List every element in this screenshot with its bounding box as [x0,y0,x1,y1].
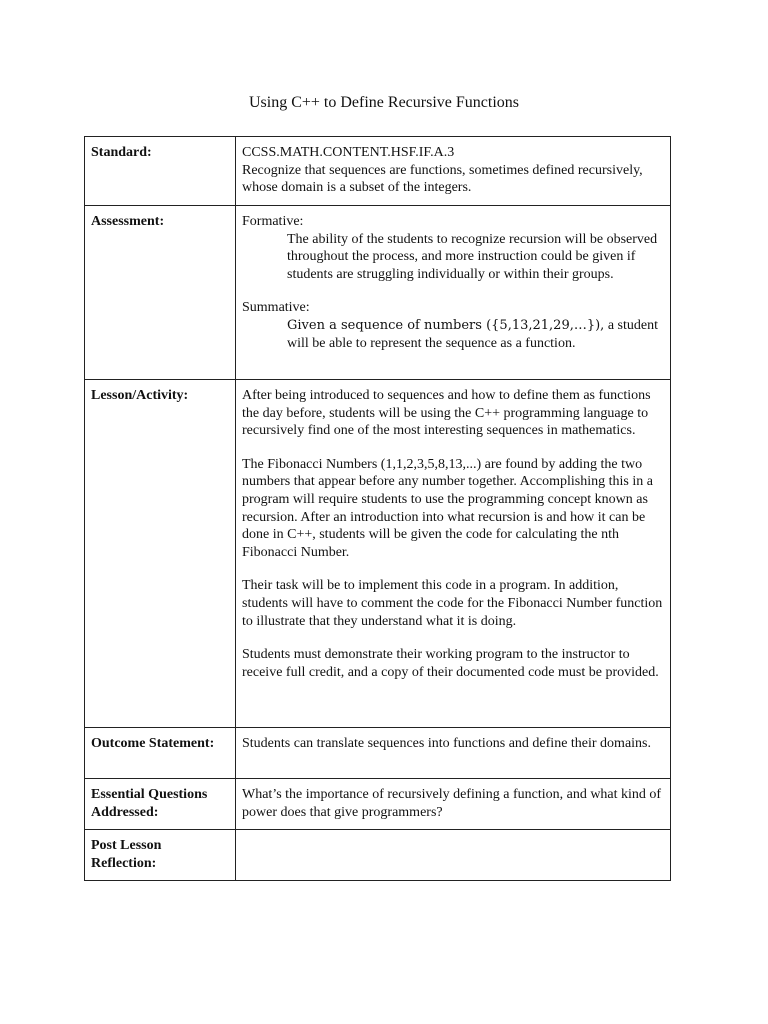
essential-questions-label: Essential Questions Addressed: [85,779,236,830]
formative-label: Formative: [242,214,304,229]
table-row-outcome [85,728,671,779]
outcome-text: Students can translate sequences into functions and define their domains. [236,728,671,779]
table-row-post-lesson [85,830,671,881]
lesson-paragraph-1: After being introduced to sequences and how to define them as functions the day before, students will be using the C++ programming language to recursively find one of the most interesting sequences in mathematics. [242,388,651,439]
table-row-standard [85,137,671,206]
standard-code: CCSS.MATH.CONTENT.HSF.IF.A.3 [242,145,455,160]
table-row-assessment [85,206,671,380]
lesson-label: Lesson/Activity: [85,380,236,728]
page-title: Using C++ to Define Recursive Functions [248,94,519,111]
lesson-paragraph-3: Their task will be to implement this code in a program. In addition, students will have to comment the code for the Fibonacci Number function to illustrate that they understand what it is doing. [242,578,663,629]
table-row-essential-questions [85,779,671,830]
formative-text: The ability of the students to recognize recursion will be observed throughout the process, and more instruction could be given if students are struggling individually or within their groups. [287,231,658,282]
lesson-paragraph-2: The Fibonacci Numbers (1,1,2,3,5,8,13,...) are found by adding the two numbers that appear before any number together. Accomplishing this in a program will require students to use the programming concept known as recursion. After an introduction into what recursion is and how it can be done in C++, students will be given the code for calculating the nth Fibonacci Number. [242,456,653,560]
lesson-paragraph-4: Students must demonstrate their working program to the instructor to receive full credit, and a copy of their documented code must be provided. [242,647,659,680]
standard-label: Standard: [85,137,236,206]
summative-label: Summative: [242,300,310,316]
summative-text [242,317,664,352]
essential-questions-text: What’s the importance of recursively defining a function, and what kind of power does that give programmers? [236,779,671,830]
table-row-lesson [85,380,671,728]
lesson-plan-table [84,136,671,881]
assessment-content [236,206,671,380]
assessment-label: Assessment: [85,206,236,380]
post-lesson-label: Post Lesson Reflection: [85,830,236,881]
summative-text-rest: a student will be able to represent the sequence as a function. [287,317,658,351]
lesson-content [236,380,671,728]
post-lesson-text [236,830,671,881]
outcome-label: Outcome Statement: [85,728,236,779]
standard-text: Recognize that sequences are functions, sometimes defined recursively, whose domain is a subset of the integers. [242,162,643,196]
standard-content [236,137,671,206]
summative-sequence-math: Given a sequence of numbers ({5,13,21,29,…}), [287,317,605,333]
